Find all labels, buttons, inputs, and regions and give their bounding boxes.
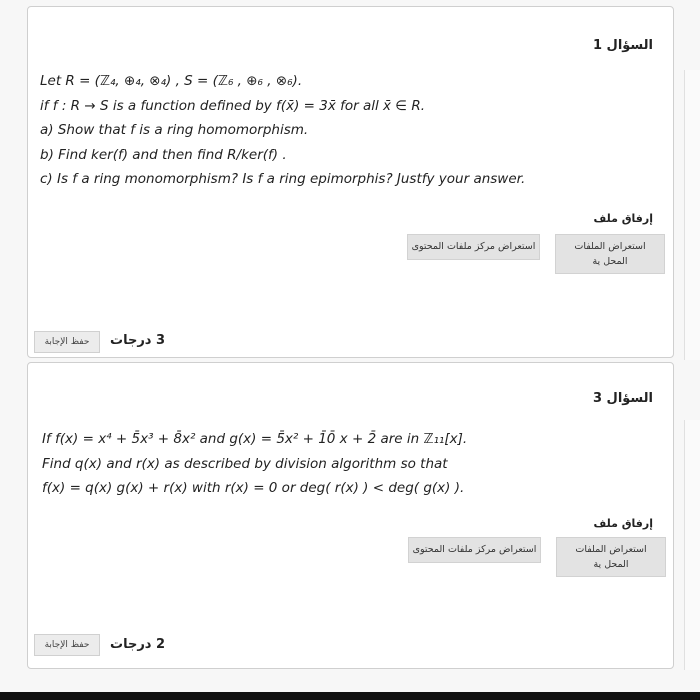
question-title: السؤال 1 (592, 38, 653, 53)
question-card-1 (27, 6, 674, 358)
question-card-3 (27, 362, 674, 669)
question-line: If f(x) = x⁴ + 5̄x³ + 8̄x² and g(x) = 5̄x² + 1̄0̄ x + 2̄ are in ℤ₁₁[x]. (42, 431, 468, 447)
scroll-rail (684, 70, 700, 360)
question-text (40, 69, 661, 192)
question-line: c) Is f a ring monomorphism? Is f a ring epimorphis? Justfy your answer. (40, 171, 526, 187)
question-text (42, 427, 661, 501)
scroll-rail (684, 420, 700, 670)
save-answer-button[interactable]: حفظ الإجابة (34, 634, 100, 656)
question-line: if f : R → S is a function defined by f(x̄) = 3x̄ for all x̄ ∈ R. (40, 97, 426, 114)
question-line: f(x) = q(x) g(x) + r(x) with r(x) = 0 or deg( r(x) ) < deg( g(x) ). (42, 480, 465, 496)
bottom-bar (0, 692, 700, 700)
points-label: 2 درجات (110, 637, 166, 652)
points-label: 3 درجات (110, 333, 166, 348)
question-line: Find q(x) and r(x) as described by division algorithm so that (42, 455, 448, 472)
question-title: السؤال 3 (592, 391, 653, 406)
browse-local-files-button[interactable]: استعراض الملفات المحل ية (555, 234, 665, 274)
question-line: Let R = (ℤ₄, ⊕₄, ⊗₄) , S = (ℤ₆ , ⊕₆ , ⊗₆). (40, 73, 303, 89)
question-line: b) Find ker(f) and then find R/ker(f) . (40, 146, 287, 163)
attach-file-label: إرفاق ملف (593, 517, 653, 530)
question-line: a) Show that f is a ring homomorphism. (40, 122, 309, 138)
browse-content-repository-button[interactable]: استعراض مركز ملفات المحتوى (407, 234, 540, 260)
browse-content-repository-button[interactable]: استعراض مركز ملفات المحتوى (408, 537, 541, 563)
save-answer-button[interactable]: حفظ الإجابة (34, 331, 100, 353)
browse-local-files-button[interactable]: استعراض الملفات المحل ية (556, 537, 666, 577)
attach-file-label: إرفاق ملف (593, 212, 653, 225)
